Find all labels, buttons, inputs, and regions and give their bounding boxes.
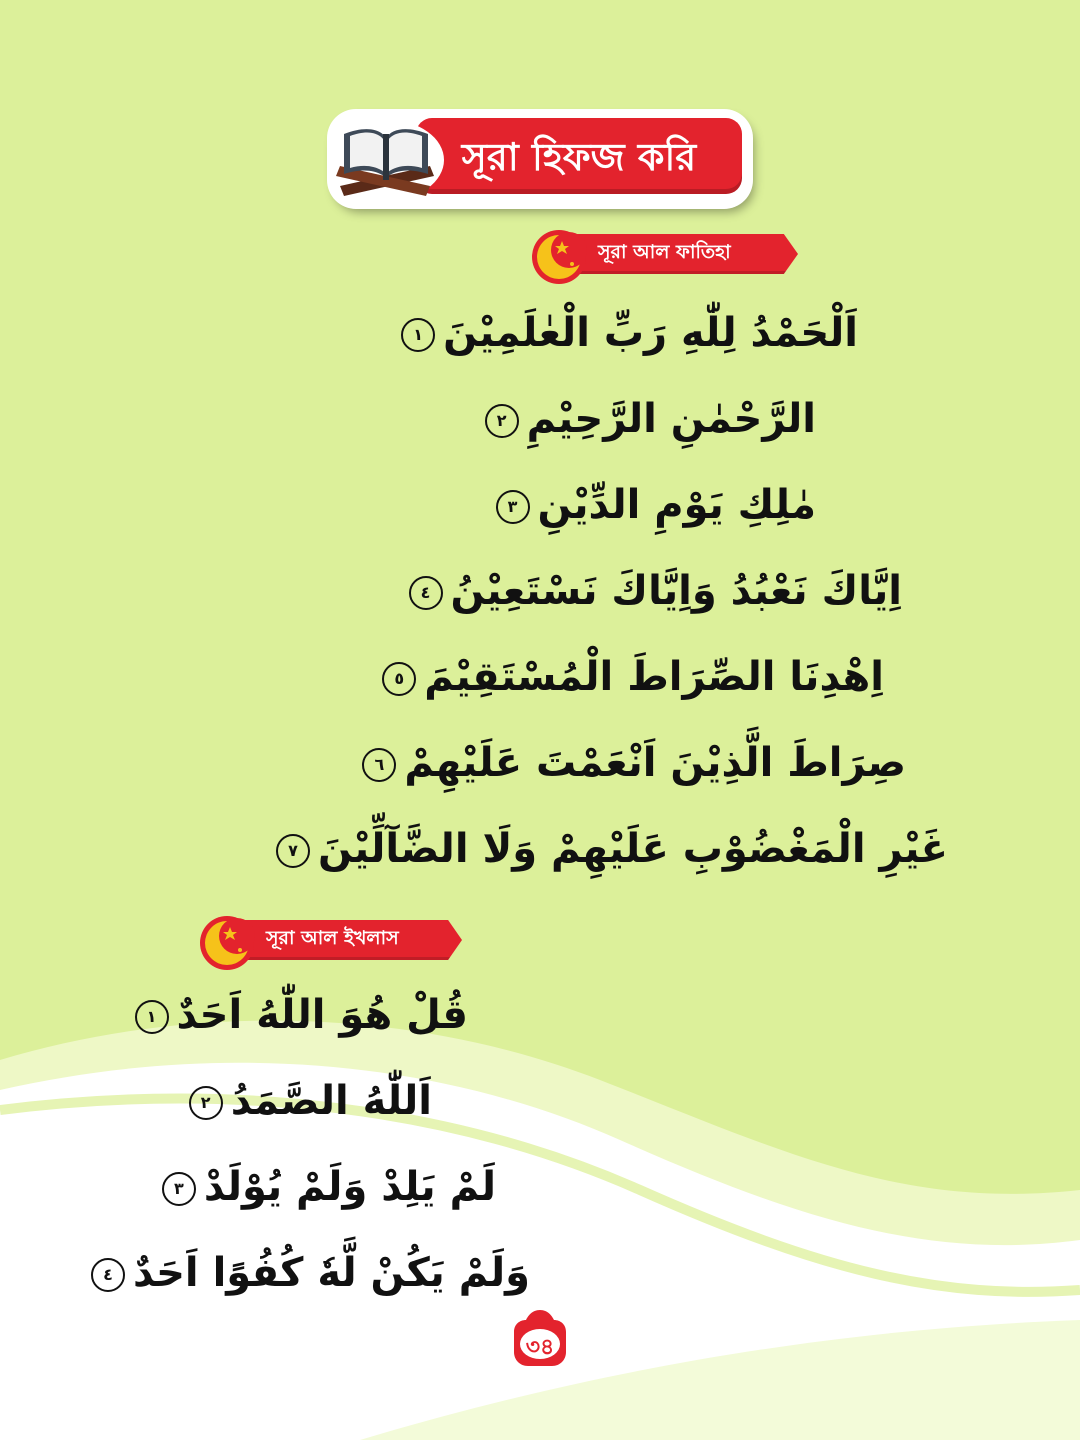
verse (162, 1164, 496, 1210)
verse-number: ٧ (276, 834, 310, 868)
verse-text: اَلْحَمْدُ لِلّٰهِ رَبِّ الْعٰلَمِيْنَ (443, 310, 858, 356)
verse-text: لَمْ يَلِدْ وَلَمْ يُوْلَدْ (203, 1164, 496, 1210)
verse-number: ٣ (162, 1172, 196, 1206)
verse-number: ٤ (409, 576, 443, 610)
verse-text: غَيْرِ الْمَغْضُوْبِ عَلَيْهِمْ وَلَا الضَّآلِّيْنَ (318, 826, 948, 872)
verse-number: ٦ (362, 748, 396, 782)
verse (362, 740, 906, 786)
verse-number: ٢ (485, 404, 519, 438)
verse-text: اِهْدِنَا الصِّرَاطَ الْمُسْتَقِيْمَ (424, 654, 884, 700)
surah-fatiha-badge (528, 228, 800, 280)
verse (409, 568, 902, 614)
verse-text: وَلَمْ يَكُنْ لَّهٗ كُفُوًا اَحَدٌ (133, 1250, 530, 1296)
verse-text: اَللّٰهُ الصَّمَدُ (230, 1078, 432, 1124)
surah-ikhlas-name: সূরা আল ইখলাস (266, 927, 399, 949)
crescent-moon-icon (528, 228, 590, 290)
crescent-moon-icon (196, 914, 258, 976)
page-title: সূরা হিফজ করি (461, 135, 697, 179)
page-number: ৩৪ (525, 1335, 555, 1360)
verse (485, 396, 816, 442)
verse (401, 310, 858, 356)
verse (382, 654, 884, 700)
surah-ikhlas-badge (196, 914, 466, 966)
verse (91, 1250, 530, 1296)
verse-text: اِيَّاكَ نَعْبُدُ وَاِيَّاكَ نَسْتَعِيْنُ (450, 568, 902, 614)
surah-fatiha-name: সূরা আল ফাতিহা (598, 241, 731, 263)
verse-text: مٰلِكِ يَوْمِ الدِّيْنِ (537, 482, 816, 528)
quran-book-icon (326, 104, 444, 204)
verse-text: قُلْ هُوَ اللّٰهُ اَحَدٌ (176, 992, 468, 1038)
verse (496, 482, 816, 528)
verse (276, 826, 948, 872)
title-banner-ribbon (416, 118, 742, 194)
verse-number: ١ (401, 318, 435, 352)
page-number-badge (510, 1308, 570, 1368)
verse-number: ٣ (496, 490, 530, 524)
verse-number: ٤ (91, 1258, 125, 1292)
verse-text: الرَّحْمٰنِ الرَّحِيْمِ (526, 396, 816, 442)
verse (135, 992, 468, 1038)
verse-text: صِرَاطَ الَّذِيْنَ اَنْعَمْتَ عَلَيْهِمْ (404, 740, 906, 786)
verse (189, 1078, 432, 1124)
verse-number: ٥ (382, 662, 416, 696)
verse-number: ١ (135, 1000, 169, 1034)
verse-number: ٢ (189, 1086, 223, 1120)
